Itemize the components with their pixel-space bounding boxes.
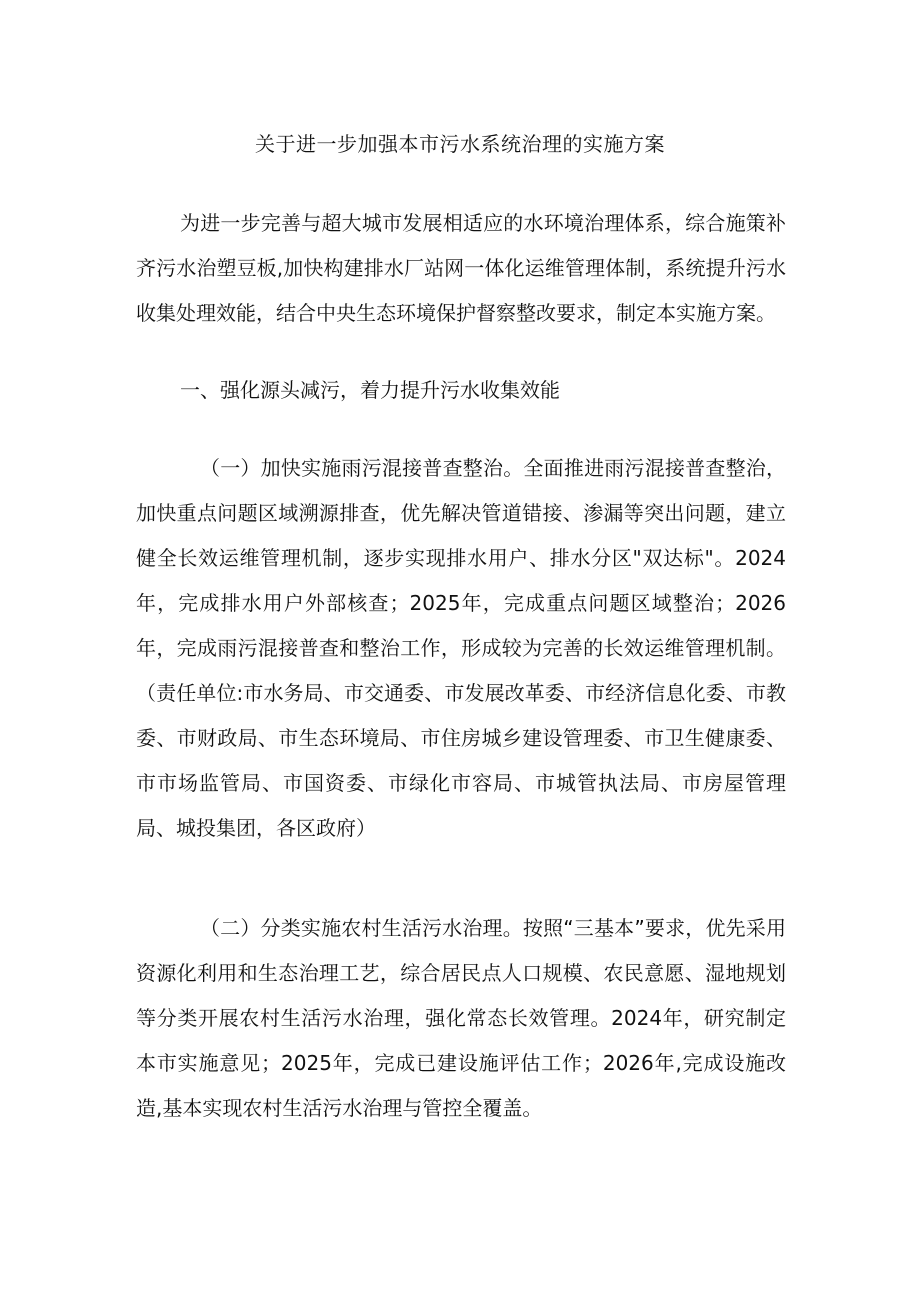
section-heading-1: 一、强化源头减污，着力提升污水收集效能	[180, 378, 560, 402]
item-paragraph-1: （一）加快实施雨污混接普查整治。全面推进雨污混接普查整治，加快重点问题区域溯源排查，优先解决管道错接、渗漏等突出问题，建立健全长效运维管理机制，逐步实现排水用户、排水分区"双达标"。2024年，完成排水用户外部核查；2025年，完成重点问题区域整治；2026年，完成雨污混接普查和整治工作，形成较为完善的长效运维管理机制。（责任单位:市水务局、市交通委、市发展改革委、市经济信息化委、市教委、市财政局、市生态环境局、市住房城乡建设管理委、市卫生健康委、市市场监管局、市国资委、市绿化市容局、市城管执法局、市房屋管理局、城投集团，各区政府）	[136, 456, 786, 840]
document-title: 关于进一步加强本市污水系统治理的实施方案	[255, 132, 665, 156]
item-paragraph-2: （二）分类实施农村生活污水治理。按照“三基本”要求，优先采用资源化利用和生态治理工艺，综合居民点人口规模、农民意愿、湿地规划等分类开展农村生活污水治理，强化常态长效管理。2024年，研究制定本市实施意见；2025年，完成已建设施评估工作；2026年,完成设施改造,基本实现农村生活污水治理与管控全覆盖。	[136, 916, 786, 1120]
intro-paragraph: 为进一步完善与超大城市发展相适应的水环境治理体系，综合施策补齐污水治塑豆板,加快构建排水厂站网一体化运维管理体制，系统提升污水收集处理效能，结合中央生态环境保护督察整改要求，制定本实施方案。	[136, 211, 786, 325]
